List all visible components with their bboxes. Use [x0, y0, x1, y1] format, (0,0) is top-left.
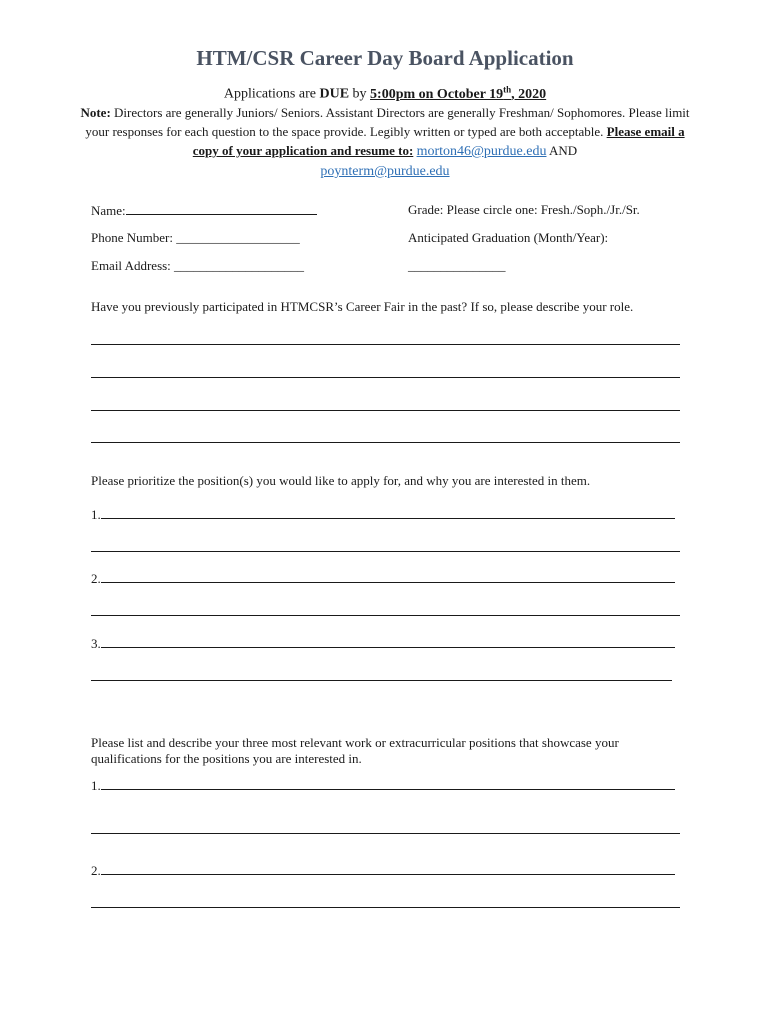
phone-blank[interactable]: ___________________ — [176, 230, 300, 245]
note-and: AND — [546, 143, 578, 158]
question-previous-participation: Have you previously participated in HTMCSR’s Career Fair in the past? If so, please describe your role. — [91, 299, 634, 314]
page-title: HTM/CSR Career Day Board Application — [196, 46, 574, 70]
position-blank-1[interactable] — [101, 507, 675, 519]
position-number-3: 3. — [91, 636, 101, 651]
phone-field — [91, 230, 300, 246]
position-item-3 — [91, 636, 681, 652]
question-prioritize-positions: Please prioritize the position(s) you would like to apply for, and why you are interested in them. — [91, 473, 591, 488]
experience-item-2 — [91, 863, 681, 879]
experience-number-1: 1. — [91, 778, 101, 793]
note-label: Note: — [80, 105, 111, 120]
experience-blank-1[interactable] — [101, 778, 675, 790]
position-blank-2[interactable] — [101, 571, 675, 583]
position-item-2 — [91, 571, 681, 587]
position-blank-3[interactable] — [101, 636, 675, 648]
grade-label: Grade: Please circle one: Fresh./Soph./Jr./Sr. — [408, 202, 640, 217]
due-deadline-main: 5:00pm on October 19 — [370, 86, 504, 102]
email-link-morton[interactable]: morton46@purdue.edu — [416, 144, 547, 159]
graduation-blank[interactable]: _______________ — [408, 258, 506, 273]
phone-label: Phone Number: — [91, 230, 177, 245]
answer-line-4[interactable] — [91, 442, 680, 443]
due-deadline-year: , 2020 — [511, 86, 547, 102]
experience-line-1b[interactable] — [91, 833, 680, 834]
position-number-1: 1. — [91, 507, 101, 522]
experience-line-2b[interactable] — [91, 907, 680, 908]
email-label: Email Address: — [91, 258, 175, 273]
name-label: Name: — [91, 203, 126, 218]
answer-line-2[interactable] — [91, 377, 680, 378]
email-field — [91, 258, 304, 274]
note-text: Directors are generally Juniors/ Seniors. Assistant Directors are generally Freshman/ Sophomores. Please limit your responses for each question to the space provide. Legibly written or typed are both acceptable. — [85, 105, 690, 139]
position-line-3b[interactable] — [91, 680, 672, 681]
position-item-1 — [91, 507, 681, 523]
name-blank[interactable] — [126, 202, 317, 215]
position-number-2: 2. — [91, 571, 101, 586]
email-instruction: Please email a copy of your application and resume to: — [192, 124, 685, 158]
answer-line-3[interactable] — [91, 410, 680, 411]
question-relevant-positions: Please list and describe your three most relevant work or extracurricular positions that showcase your qualifications for the positions you are interested in. — [91, 735, 619, 766]
experience-item-1 — [91, 778, 681, 794]
due-deadline-sup: th — [503, 84, 512, 94]
due-by: by — [349, 86, 371, 102]
position-line-2b[interactable] — [91, 615, 680, 616]
due-word: DUE — [319, 86, 350, 102]
email-blank[interactable]: ____________________ — [174, 258, 305, 273]
name-field — [91, 202, 317, 219]
due-deadline — [370, 84, 547, 102]
answer-line-1[interactable] — [91, 344, 680, 345]
due-prefix: Applications are — [223, 86, 320, 102]
experience-blank-2[interactable] — [101, 863, 675, 875]
note-paragraph — [80, 103, 690, 181]
graduation-label: Anticipated Graduation (Month/Year): — [408, 230, 609, 245]
email-link-poynter[interactable]: poynterm@purdue.edu — [320, 164, 450, 179]
due-date-line — [0, 84, 770, 103]
experience-number-2: 2. — [91, 863, 101, 878]
position-line-1b[interactable] — [91, 551, 680, 552]
